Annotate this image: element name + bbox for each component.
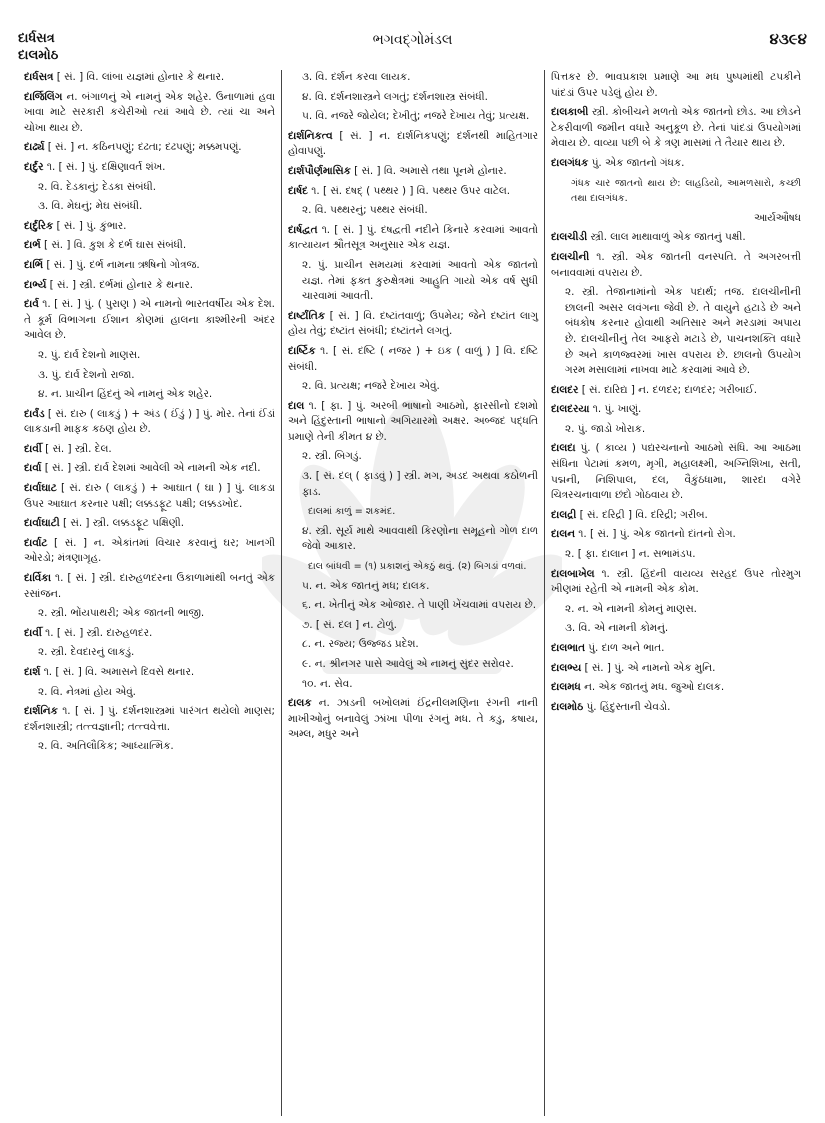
dictionary-entry (551, 105, 801, 152)
entry-sense (24, 199, 275, 215)
definition-text: ૩. [ સં. દલ્ ( ફાડવું ) ] સ્ત્રી. મગ, અડદ અથવા કઠોળની ફાડ. (302, 470, 538, 498)
dictionary-entry (288, 399, 538, 446)
dictionary-entry (551, 250, 801, 281)
dictionary-entry (24, 219, 275, 235)
entry-sense (288, 449, 538, 465)
column-middle (281, 70, 544, 1116)
page-number: ૪૩૯૪ (769, 30, 807, 48)
headword: દાર્વ (24, 298, 39, 311)
entry-sense (551, 422, 801, 438)
definition-text: ૧. [ ફા. ] પું. અરબી ભાષાનો આઠમો, ફારસીનો દશમો અને હિંદુસ્તાની ભાષાનો અગિયારમો અક્ષર. અબ્જદ પદ્ધતિ પ્રમાણે તેની કીમત ૪ છે. (288, 399, 538, 443)
definition-text: પું. હિંદુસ્તાની ચેવડો. (586, 700, 671, 713)
guide-word-first: દાર્ધસત્ર (18, 31, 55, 46)
headword: દાર્વાઘાટી (24, 517, 60, 530)
entry-sense (24, 606, 275, 622)
definition-text: ૧. [ સં. દષદ્ ( પથ્થર ) ] વિ. પથ્થર ઉપર વાટેલ. (311, 184, 511, 197)
dictionary-entry (24, 140, 275, 156)
headword: દાલન (551, 528, 575, 541)
dictionary-entry (24, 516, 275, 532)
definition-text: [ સં. ] ન. એકાંતમાં વિચાર કરવાનું ઘર; ખાનગી ઓરડો; મંત્રણાગૃહ. (24, 536, 276, 565)
definition-text: પું. એક જાતનો ગંધક. (591, 156, 685, 169)
entry-sense (288, 677, 538, 693)
headword: દાલદા (551, 442, 576, 455)
dictionary-entry (288, 344, 538, 375)
dictionary-entry (24, 626, 275, 642)
definition-text: ૪. ન. પ્રાચીન હિંદનું એ નામનું એક શહેર. (38, 388, 213, 401)
definition-text: ૨. પું. પ્રાચીન સમયમાં કરવામાં આવતો એક જાતનો યજ્ઞ. તેમાં ફક્ત કુરુક્ષેત્રમાં આહુતિ ગાયો એક વર્ષ સુધી ચારવામાં આવતી. (302, 258, 538, 303)
definition-text: ૧. [ સં. ] સ્ત્રી. દારુહળદરના ઉકાળામાંથી બનતું એક રસાંજન. (24, 572, 275, 600)
entry-sense (288, 579, 538, 595)
definition-text: ૨. સ્ત્રી. ભોંયપાથરી; એક જાતની ભાજી. (38, 607, 205, 620)
definition-text: [ સં. ] વિ. કુશ કે દર્ભ ઘાસ સંબંધી. (43, 239, 187, 252)
definition-text: ૧. [ સં. ] પું. દષદ્વતી નદીને કિનારે કરવામાં આવતો કાત્યાયન શ્રૌતસૂત્ર અનુસાર એક યજ્ઞ. (288, 223, 538, 252)
entry-sense (551, 285, 801, 379)
definition-text: ૫. વિ. નજરે જોયેલ; દેખીતું; નજરે દેખાય તેવું; પ્રત્યક્ષ. (302, 110, 530, 123)
column-left (18, 70, 281, 1116)
definition-text: દાલ બાંધવી = (૧) પ્રકાશનું એકઠું થવું. (૨) બિગડાં વળવાં. (308, 561, 527, 573)
definition-text: [ સં. દારુ ( લાકડું ) + અંડ ( ઈંડું ) ] પું. મોર. તેનાં ઈંડાં લાકડાની માફક કઠણ હોય છે. (24, 407, 275, 436)
definition-text: [ સં. ] વિ. લાંબા યજ્ઞમાં હોનાર કે થનાર. (56, 71, 225, 83)
headword: દાર્ભિ (24, 258, 44, 271)
headword: દાર્વી (24, 626, 42, 639)
definition-text: [ સં. ] સ્ત્રી. લક્કડફૂટ પક્ષિણી. (63, 517, 185, 530)
entry-sense (24, 645, 275, 661)
entry-sense (24, 387, 275, 403)
definition-text: [ સં. ] પું. એ નામનો એક મુનિ. (584, 661, 716, 674)
headword: દાલ (288, 399, 305, 412)
definition-text: પું. દાળ અને ભાત. (588, 642, 665, 654)
entry-sense (288, 524, 538, 555)
definition-text: ૨. વિ. દેડકાનું; દેડકા સંબંધી. (38, 180, 157, 193)
definition-text: ૩. પું. દાર્વ દેશનો રાજા. (38, 368, 135, 381)
definition-text: [ સં. દારુ ( લાકડું ) + આઘાત ( ઘા ) ] પું. લાકડા ઉપર આઘાત કરનાર પક્ષી; લક્કડફૂટ પક્ષી; લક્કડખોદ. (24, 482, 275, 510)
definition-text: [ સં. ] પું. કુંભાર. (56, 219, 127, 232)
headword: દાર્શપૌર્ણમાસિક (288, 164, 351, 177)
entry-sense (288, 559, 538, 575)
definition-text: દાલમાં કાળું = શકમંદ. (308, 506, 396, 518)
definition-text: ૪. વિ. દર્શનશાસ્ત્રને લગતું; દર્શનશાસ્ત્ર સંબંધી. (302, 90, 488, 103)
headword: દાર્શ (24, 666, 41, 678)
entry-sense (24, 368, 275, 384)
dictionary-entry (24, 571, 275, 602)
definition-text: ૧. [ સં. ] પું. દર્શનશાસ્ત્રમાં પારંગત થયેલો માણસ; દર્શનશાસ્ત્રી; તત્ત્વજ્ઞાની; તત્ત્વવેત્તા. (24, 705, 275, 733)
definition-text: [ સં. ] વિ. અમાસે તથા પૂનમે હોનાર. (354, 164, 507, 177)
entry-sense (24, 180, 275, 196)
definition-text: ગંધક ચાર જાતનો થાય છે: લાહડિયો, આમળસારો, કચ્છી તથા દાલગંધક. (571, 177, 801, 205)
entry-sense (288, 598, 538, 614)
entry-sense (551, 621, 801, 637)
entry-sense (288, 469, 538, 500)
definition-text: [ સં. દરિદ્રી ] વિ. દરિદ્રી; ગરીબ. (579, 508, 708, 521)
definition-text: ૧. સ્ત્રી. હિંદની વાયવ્ય સરહદ ઉપર તોરમુગ ખીણમાં રહેતી એ નામની એક કોમ. (551, 567, 801, 596)
definition-text: [ સં. ] સ્ત્રી. દાર્વ દેશમાં આવેલી એ નામની એક નદી. (44, 462, 261, 475)
headword: દાર્દુરિક (24, 219, 54, 232)
headword: દાલદ્રી (551, 508, 577, 521)
definition-text: ૭. [ સં. દલ ] ન. ટોળું. (302, 618, 397, 631)
definition-text: ૧. [ સં. ] પું. ( પુરાણ ) એ નામનો ભારતવર્ષીય એક દેશ. તે કૂર્મ વિભાગના ઈશાન કોણમાં હાલના કાશ્મીરની અંદર આવેલ છે. (24, 298, 275, 342)
headword: દાર્ઢ્ય (24, 141, 45, 154)
headword: દાલમધ (551, 681, 581, 694)
headword: દાલભ્ય (551, 661, 582, 674)
headword: દાર્ષ્ટિક (288, 344, 316, 357)
headword: દાલકાબી (551, 106, 589, 119)
headword: દાલક (288, 697, 312, 710)
column-right (544, 70, 807, 1116)
dictionary-entry (551, 700, 801, 716)
dictionary-entry (24, 665, 275, 681)
entry-sense (288, 70, 538, 86)
definition-text: ન. બંગાળનું એ નામનું એક શહેર. ઉનાળામાં હવા ખાવા માટે સરકારી કચેરીઓ ત્યાં આવે છે. ત્યાં ચા અને ચોખા થાય છે. (24, 90, 275, 134)
definition-text: ન. એક જાતનું મધ. જુઓ દાલક. (584, 681, 725, 694)
headword: દાર્દુર (24, 160, 44, 173)
definition-text: ૩. વિ. મેઘનું; મેઘ સંબંધી. (38, 200, 143, 213)
definition-text: ૨. પું. દાર્વ દેશનો માણસ. (38, 348, 141, 361)
headword: દાર્વાટ (24, 536, 48, 549)
headword: દાર્વાઘાટ (24, 482, 57, 495)
entry-sense (288, 90, 538, 106)
definition-text: ૨. વિ. અતિલૌકિક; આધ્યાત્મિક. (38, 740, 174, 753)
headword: દાર્ભ (24, 239, 41, 252)
definition-text: [ સં. દારિદ્ય ] ન. દળદર; દાળદર; ગરીબાઈ. (581, 383, 758, 396)
dictionary-entry (551, 680, 801, 696)
definition-text: પું. ( કાવ્ય ) પદ્યરચનાનો આઠમો સંધિ. આ આઠમા સંધિના પેટામાં કમળ, મૃગી, મહાલક્ષ્મી, અગ્નિશિખા, સતી, પદ્મની, નિશિપાલ, દલ, વૈકુંઠધામા, શારદા વગેરે ચિત્રરચનાવાળા છંદો ગોઠવાય છે. (551, 442, 801, 502)
headword: દાલબાખેલ (551, 567, 595, 580)
definition-text: [ સં. ] સ્ત્રી. દર્ભમાં હોનાર કે થનાર. (49, 278, 194, 291)
dictionary-entry (24, 70, 275, 86)
dictionary-entry (551, 508, 801, 524)
entry-sense (288, 258, 538, 305)
headword: દાલચીની (551, 250, 590, 263)
definition-text: ૧. [ સં. ] સ્ત્રી. દારુહળદર. (45, 626, 153, 639)
headword: દાર્ષદ્વત (288, 223, 318, 236)
entry-sense (288, 203, 538, 219)
dictionary-entry (288, 309, 538, 340)
dictionary-entry (551, 230, 801, 246)
headword: દાલભાત (551, 642, 585, 654)
dictionary-entry (24, 238, 275, 254)
entry-sense (551, 211, 801, 227)
entry-sense (288, 504, 538, 520)
definition-text: [ સં. ] ન. કઠિનપણું; દઢતા; દઢપણું; મક્કમપણું. (47, 141, 242, 154)
dictionary-entry (24, 258, 275, 274)
dictionary-entry (551, 441, 801, 503)
definition-text: [ સં. ] ન. દાર્શનિકપણું; દર્શનથી માહિતગાર હોવાપણું. (288, 129, 538, 158)
headword: દાર્જિલિંગ (24, 90, 63, 103)
guide-word-last: દાલમોઠ (18, 48, 59, 63)
headword: દાલદર (551, 383, 579, 396)
dictionary-entry (288, 184, 538, 200)
definition-text: [ સં. ] પું. દર્ભ નામના ઋષિનો ગોત્રજ. (46, 258, 200, 271)
entry-sense (551, 547, 801, 563)
dictionary-entry (24, 407, 275, 438)
definition-text: ૪. સ્ત્રી. સૂર્ય માથે આવવાથી કિરણોના સમૂહનો ગોળ દાળ જેવો આકાર. (302, 524, 538, 553)
definition-text: ન. ઝાડની બખોલમાં ઈંદ્રનીલમણિના રંગની નાની માખીઓનું બનાવેલું ઝાંખા પીળા રંગનું મધ. તે કડુ, કષાય, અમ્લ, મધુર અને (288, 697, 538, 741)
definition-text: ૨. પું. જાડો ખોરાક. (565, 422, 646, 435)
headword: દાર્વી (24, 442, 42, 455)
definition-text: ૨. વિ. નેત્રમાં હોય એવું. (38, 685, 136, 698)
entry-sense (288, 379, 538, 395)
definition-text: ૧. [ સં. ] વિ. અમાસને દિવસે થનાર. (43, 666, 195, 678)
dictionary-entry (288, 223, 538, 254)
headword: દાર્વા (24, 462, 42, 475)
dictionary-entry (24, 160, 275, 176)
dictionary-entry (288, 164, 538, 180)
definition-text: ૩. વિ. એ નામની કોમનું. (565, 622, 669, 635)
definition-text: ૨. સ્ત્રી. બિગડું. (302, 450, 362, 463)
dictionary-entry (24, 297, 275, 344)
entry-sense (288, 657, 538, 673)
dictionary-entry (24, 481, 275, 512)
entry-sense (24, 685, 275, 701)
headword: દાર્ષ્ટાંતિક (288, 309, 326, 322)
definition-text: પિત્તકર છે. ભાવપ્રકાશ પ્રમાણે આ મધ પુષ્પમાંથી ટપકીને પાંદડાં ઉપર પડેલું હોય છે. (551, 71, 801, 99)
dictionary-entry (24, 536, 275, 567)
definition-text: સ્ત્રી. કોબીચને મળતો એક જાતનો છોડ. આ છોડને ટેકરીવાળી જમીન વધારે અનુકૂળ છે. તેનાં પાંદડાં ઉપયોગમાં મેવાય છે. વાવ્યા પછી બે કે ત્રણ માસમાં તે તૈયાર થાય છે. (551, 106, 801, 150)
definition-text: [ સં. ] વિ. દષ્ટાંતવાળું; ઉપમેય; જેને દષ્ટાંત લાગુ હોય તેવું; દષ્ટાંત સંબંધી; દષ્ટાંતને લગતું. (288, 309, 538, 338)
running-title: ભગવદ્ગોમંડલ (372, 32, 453, 48)
headword: દાર્ષદ (288, 184, 308, 197)
headword: દાર્ધસત્ર (24, 71, 54, 83)
entry-sense (288, 618, 538, 634)
dictionary-entry (551, 641, 801, 657)
definition-text: ૨. [ ફા. દાલાન ] ન. સભામંડપ. (565, 548, 696, 561)
definition-text: ૨. સ્ત્રી. તેજાનામાંનો એક પદાર્થ; તજ. દાલચીનીની છાલની અસર લવંગના જેવી છે. તે વાયુને હટાડે છે અને બંધકોષ કરનાર હોવાથી અતિસાર અને મરડામાં અપાય છે. દાલચીનીનું તેલ આફરો મટાડે છે, પાચનશક્તિ વધારે છે અને કાળજ્વરમાં ખાસ વપરાય છે. છાલનો ઉપયોગ ગરમ મસાલામાં નાખવા માટે કરવામાં આવે છે. (565, 286, 801, 377)
entry-sense (551, 70, 801, 101)
definition-text: ૧૦. ન. સેવ. (302, 677, 353, 690)
entry-sense (24, 739, 275, 755)
definition-text: ૨. વિ. પથ્થરનું; પથ્થર સંબંધી. (302, 204, 428, 217)
definition-text: ૫. ન. એક જાતનું મધ; દાલક. (302, 579, 430, 592)
definition-text: ૨. ન. એ નામની કોમનું માણસ. (565, 602, 697, 615)
definition-text: [ સં. ] સ્ત્રી. દેલ. (45, 442, 112, 455)
definition-text: ૧. પું. ખાણું. (592, 403, 642, 416)
headword: દાર્વિકા (24, 572, 52, 585)
dictionary-entry (24, 704, 275, 735)
definition-text: ૬. ન. ખેતીનું એક ઓજાર. તે પાણી ખેંચવામાં વપરાય છે. (302, 599, 537, 612)
dictionary-columns (18, 70, 808, 1116)
definition-text: ૮. ન. રજ્ય; ઉજ્જડ પ્રદેશ. (302, 638, 419, 651)
definition-text: ૧. [ સં. ] પું. એક જાતનો દાંતનો રોગ. (578, 528, 736, 541)
definition-text: ૨. સ્ત્રી. દેવદારનું લાકડું. (38, 646, 135, 659)
headword: દાલદરયા (551, 403, 590, 416)
definition-text: ૧. [ સં. દષ્ટિ ( નજર ) + ઇક ( વાળું ) ] વિ. દષ્ટિ સંબંધી. (288, 344, 538, 373)
entry-sense (24, 348, 275, 364)
dictionary-entry (288, 129, 538, 160)
dictionary-entry (551, 527, 801, 543)
headword: દાર્ભ્ય (24, 278, 47, 291)
entry-sense (288, 109, 538, 125)
headword: દાર્વંડ (24, 407, 45, 420)
definition-text: ૨. વિ. પ્રત્યક્ષ; નજરે દેખાય એવું. (302, 380, 440, 393)
definition-text: સ્ત્રી. લાલ માથાવાળું એક જાતનું પક્ષી. (590, 231, 746, 244)
dictionary-entry (24, 442, 275, 458)
entry-sense (551, 602, 801, 618)
dictionary-entry (24, 461, 275, 477)
headword: દાલમોઠ (551, 700, 584, 713)
definition-text: આર્યઔષધ (754, 211, 801, 224)
dictionary-entry (551, 402, 801, 418)
definition-text: ૯. ન. શ્રીનગર પાસે આવેલું એ નામનું સુંદર સરોવર. (302, 658, 514, 670)
dictionary-entry (551, 383, 801, 399)
headword: દાર્શનિક (24, 705, 58, 718)
headword: દાલગંધક (551, 156, 589, 169)
entry-sense (551, 176, 801, 207)
page-header (0, 0, 825, 70)
headword: દાલચીડી (551, 231, 588, 244)
dictionary-entry (551, 156, 801, 172)
dictionary-entry (24, 278, 275, 294)
entry-sense (288, 637, 538, 653)
definition-text: ૧. [ સં. ] પું. દક્ષિણાવર્ત શંખ. (46, 160, 166, 173)
definition-text: ૧. સ્ત્રી. એક જાતની વનસ્પતિ. તે અગરબત્તી બનાવવામાં વપરાય છે. (551, 250, 801, 279)
headword: દાર્શનિકત્વ (288, 129, 333, 142)
dictionary-entry (551, 661, 801, 677)
definition-text: ૩. વિ. દર્શન કરવા લાયક. (302, 71, 411, 83)
dictionary-entry (24, 90, 275, 137)
dictionary-entry (288, 696, 538, 743)
dictionary-entry (551, 567, 801, 598)
